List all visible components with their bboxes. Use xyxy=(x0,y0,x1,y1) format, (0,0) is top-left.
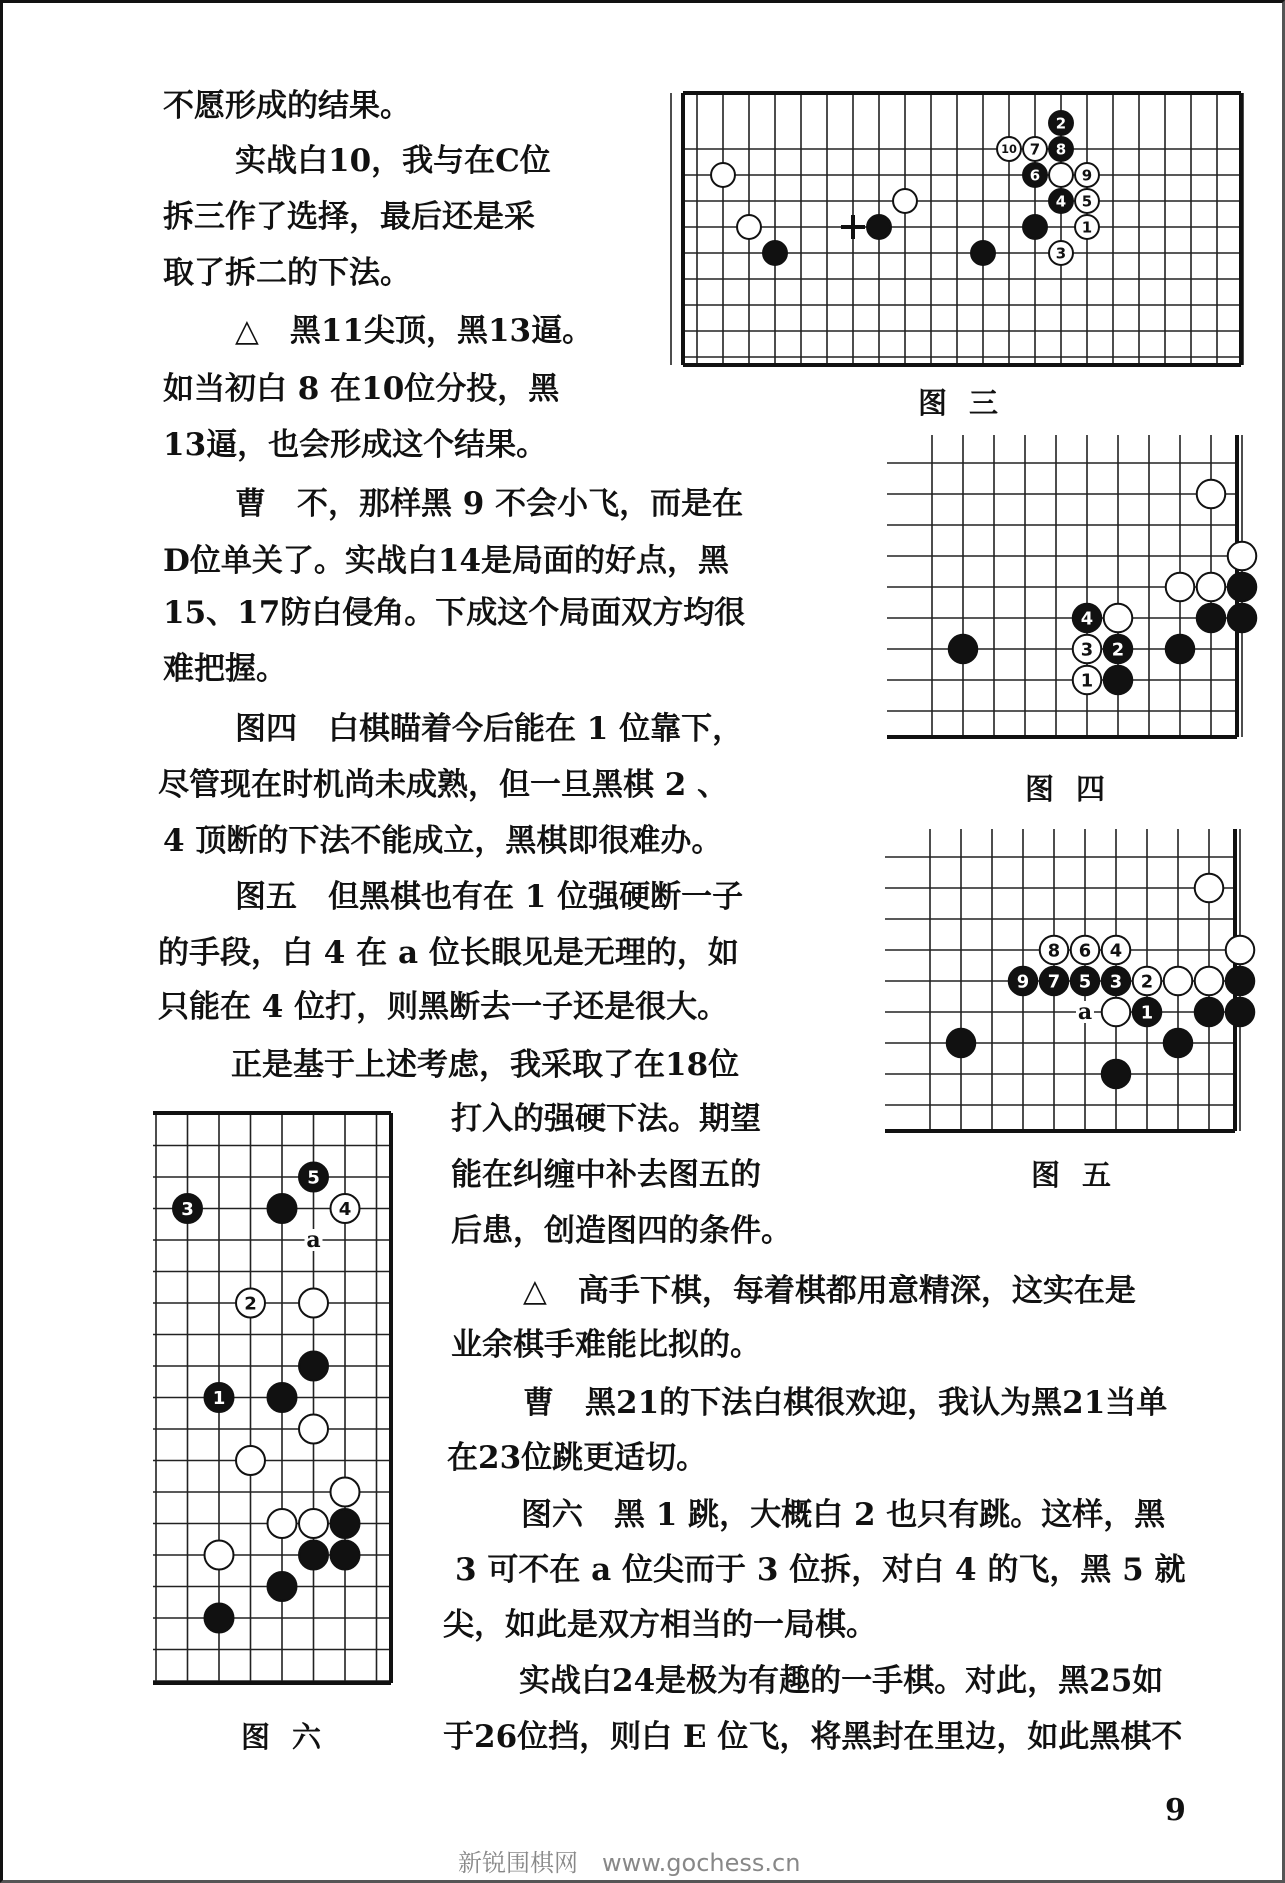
stone-move-number: 8 xyxy=(1047,940,1061,962)
black-stone xyxy=(331,1541,360,1570)
white-stone xyxy=(1195,874,1224,903)
page-number: 9 xyxy=(1165,1793,1186,1828)
black-stone xyxy=(1104,666,1133,695)
black-stone xyxy=(1228,604,1257,633)
text-line-24: 曹 黑21的下法白棋很欢迎，我认为黑21当单 xyxy=(523,1385,1168,1421)
black-stone xyxy=(1166,635,1195,664)
text-line-2: 实战白10，我与在C位 xyxy=(235,143,551,179)
site-watermark: 新锐围棋网 www.gochess.cn xyxy=(458,1849,801,1877)
stone-move-number: 7 xyxy=(1047,971,1061,993)
text-line-8: 曹 不，那样黑 9 不会小飞，而是在 xyxy=(235,486,744,522)
text-line-22: △ 高手下棋，每着棋都用意精深，这实在是 xyxy=(523,1273,1136,1309)
stone-move-number: 2 xyxy=(1140,971,1154,993)
white-stone xyxy=(893,189,917,213)
stone-move-number: 6 xyxy=(1078,940,1092,962)
text-line-25: 在23位跳更适切。 xyxy=(447,1440,708,1476)
stone-move-number: 9 xyxy=(1016,971,1030,993)
black-stone xyxy=(299,1541,328,1570)
text-line-3: 拆三作了选择，最后还是采 xyxy=(163,199,535,235)
caption-figure-6: 图六 xyxy=(241,1720,344,1754)
white-stone xyxy=(268,1509,297,1538)
board-letter-mark: a xyxy=(1077,999,1093,1025)
text-line-10: 15、17防白侵角。下成这个局面双方均很 xyxy=(163,595,746,631)
black-stone xyxy=(947,1029,976,1058)
white-stone xyxy=(1197,573,1226,602)
text-line-18: 正是基于上述考虑，我采取了在18位 xyxy=(231,1047,740,1083)
white-stone xyxy=(1197,480,1226,509)
board-figure-4 xyxy=(885,433,1249,741)
board-letter-mark: a xyxy=(306,1227,321,1253)
white-stone xyxy=(1228,542,1257,571)
text-line-5: △ 黑11尖顶，黑13逼。 xyxy=(235,313,594,349)
black-stone xyxy=(268,1194,297,1223)
white-stone xyxy=(299,1289,328,1318)
stone-move-number: 3 xyxy=(181,1199,194,1221)
text-line-27: 3 可不在 a 位尖而于 3 位拆，对白 4 的飞，黑 5 就 xyxy=(455,1552,1186,1588)
stone-move-number: 7 xyxy=(1029,140,1041,159)
text-line-11: 难把握。 xyxy=(163,651,287,687)
text-line-6: 如当初白 8 在10位分投，黑 xyxy=(163,371,560,407)
black-stone xyxy=(1226,967,1255,996)
white-stone xyxy=(1166,573,1195,602)
stone-move-number: 3 xyxy=(1109,971,1123,993)
stone-move-number: 10 xyxy=(1001,142,1017,157)
stone-move-number: 1 xyxy=(1080,670,1094,692)
black-stone xyxy=(299,1352,328,1381)
stone-move-number: 5 xyxy=(1078,971,1092,993)
white-stone xyxy=(205,1541,234,1570)
black-stone xyxy=(763,241,787,265)
black-stone xyxy=(1226,998,1255,1027)
text-line-30: 于26位挡，则白 E 位飞，将黑封在里边，如此黑棋不 xyxy=(443,1719,1183,1755)
white-stone xyxy=(299,1415,328,1444)
board-figure-5 xyxy=(883,827,1247,1135)
white-stone xyxy=(1049,163,1073,187)
stone-move-number: 1 xyxy=(1081,218,1093,237)
text-line-17: 只能在 4 位打，则黑断去一子还是很大。 xyxy=(158,989,729,1025)
black-stone xyxy=(1102,1060,1131,1089)
black-stone xyxy=(1164,1029,1193,1058)
stone-move-number: 4 xyxy=(1055,192,1067,211)
text-line-23: 业余棋手难能比拟的。 xyxy=(451,1327,761,1363)
black-stone xyxy=(971,241,995,265)
caption-figure-4: 图四 xyxy=(1025,772,1128,806)
stone-move-number: 2 xyxy=(244,1293,257,1315)
stone-move-number: 1 xyxy=(1140,1002,1154,1024)
text-line-7: 13逼，也会形成这个结果。 xyxy=(163,427,548,463)
black-stone xyxy=(268,1572,297,1601)
black-stone xyxy=(331,1509,360,1538)
black-stone xyxy=(205,1604,234,1633)
white-stone xyxy=(1102,998,1131,1027)
stone-move-number: 9 xyxy=(1081,166,1093,185)
black-stone xyxy=(268,1383,297,1412)
stone-move-number: 4 xyxy=(1080,608,1094,630)
text-line-21: 后患，创造图四的条件。 xyxy=(451,1213,792,1249)
stone-move-number: 5 xyxy=(307,1167,320,1189)
stone-move-number: 2 xyxy=(1055,114,1067,133)
stone-move-number: 4 xyxy=(338,1199,352,1221)
board-figure-3 xyxy=(681,91,1251,369)
black-stone xyxy=(949,635,978,664)
black-stone xyxy=(1228,573,1257,602)
text-line-14: 4 顶断的下法不能成立，黑棋即很难办。 xyxy=(163,823,723,859)
text-line-28: 尖，如此是双方相当的一局棋。 xyxy=(443,1607,877,1643)
stone-move-number: 5 xyxy=(1081,192,1093,211)
black-stone xyxy=(867,215,891,239)
white-stone xyxy=(1226,936,1255,965)
text-line-29: 实战白24是极为有趣的一手棋。对此，黑25如 xyxy=(519,1663,1164,1699)
text-line-4: 取了拆二的下法。 xyxy=(163,255,411,291)
text-line-9: D位单关了。实战白14是局面的好点，黑 xyxy=(163,543,730,579)
caption-figure-5: 图五 xyxy=(1031,1158,1134,1192)
text-line-15: 图五 但黑棋也有在 1 位强硬断一子 xyxy=(235,879,744,915)
stone-move-number: 6 xyxy=(1029,166,1041,185)
text-line-19: 打入的强硬下法。期望 xyxy=(451,1101,761,1137)
stone-move-number: 4 xyxy=(1109,940,1123,962)
white-stone xyxy=(299,1509,328,1538)
stone-move-number: 1 xyxy=(212,1388,226,1410)
black-stone xyxy=(1197,604,1226,633)
caption-figure-3: 图三 xyxy=(918,386,1021,420)
black-stone xyxy=(1195,998,1224,1027)
text-line-1: 不愿形成的结果。 xyxy=(163,88,411,124)
stone-move-number: 3 xyxy=(1055,244,1067,263)
text-line-12: 图四 白棋瞄着今后能在 1 位靠下， xyxy=(235,711,744,747)
text-line-16: 的手段，白 4 在 a 位长眼见是无理的，如 xyxy=(158,935,739,971)
white-stone xyxy=(1195,967,1224,996)
text-line-26: 图六 黑 1 跳，大概白 2 也只有跳。这样，黑 xyxy=(521,1497,1166,1533)
white-stone xyxy=(1164,967,1193,996)
text-line-20: 能在纠缠中补去图五的 xyxy=(451,1157,761,1193)
white-stone xyxy=(331,1478,360,1507)
text-line-13: 尽管现在时机尚未成熟，但一旦黑棋 2 、 xyxy=(158,767,729,803)
board-figure-6 xyxy=(151,1111,395,1687)
white-stone xyxy=(711,163,735,187)
stone-move-number: 2 xyxy=(1111,639,1125,661)
star-point xyxy=(841,215,865,239)
stone-move-number: 3 xyxy=(1080,639,1094,661)
white-stone xyxy=(236,1446,265,1475)
white-stone xyxy=(737,215,761,239)
black-stone xyxy=(1023,215,1047,239)
stone-move-number: 8 xyxy=(1055,140,1067,159)
white-stone xyxy=(1104,604,1133,633)
